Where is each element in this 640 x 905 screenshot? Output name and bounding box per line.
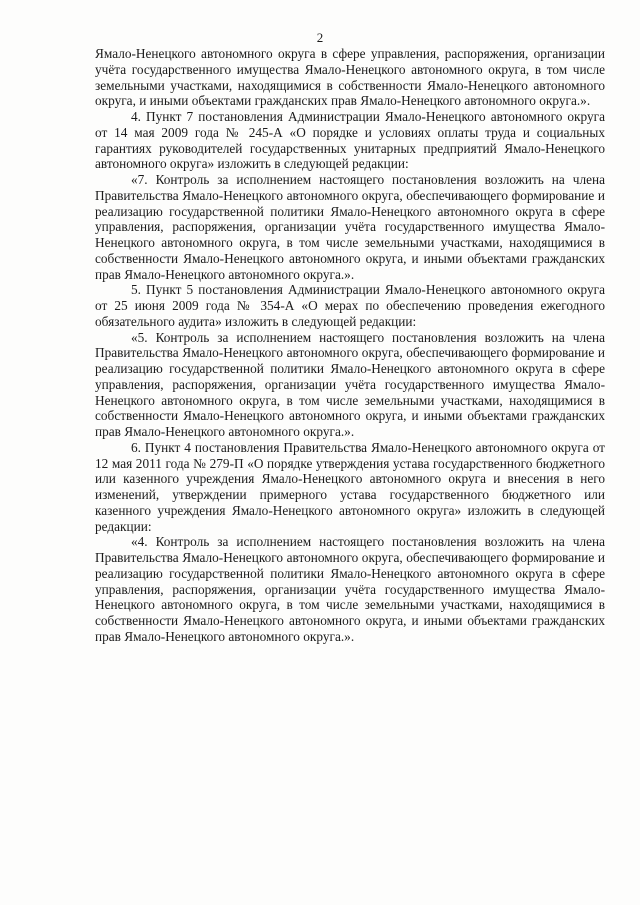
paragraph-item-4: 4. Пункт 7 постановления Администрации Ямало-Ненецкого автономного округа от 14 мая 2009 года № 245-А «О порядке и условиях оплаты труда и социальных гарантиях руководителей государственных унитарных предприятий Ямало-Ненецкого автономного округа» изложить в следующей редакции:	[95, 109, 605, 172]
document-body	[95, 46, 605, 645]
page-number: 2	[316, 30, 324, 45]
paragraph-quote-5: «5. Контроль за исполнением настоящего постановления возложить на члена Правительства Ямало-Ненецкого автономного округа, обеспечивающего формирование и реализацию государственной политики Ямало-Ненецкого автономного округа в сфере управления, распоряжения, организации учёта государственного имущества Ямало-Ненецкого автономного округа, в том числе земельными участками, находящимися в собственности Ямало-Ненецкого автономного округа, и иными объектами гражданских прав Ямало-Ненецкого автономного округа.».	[95, 329, 605, 439]
paragraph-continuation: Ямало-Ненецкого автономного округа в сфере управления, распоряжения, организации учёта государственного имущества Ямало-Ненецкого автономного округа, в том числе земельными участками, находящимися в собственности Ямало-Ненецкого автономного округа, и иными объектами гражданских прав Ямало-Ненецкого автономного округа.».	[95, 46, 605, 109]
paragraph-item-6: 6. Пункт 4 постановления Правительства Ямало-Ненецкого автономного округа от 12 мая 2011 года № 279-П «О порядке утверждения устава государственного бюджетного или казенного учреждения Ямало-Ненецкого автономного округа и внесения в него изменений, утверждении примерного устава государственного бюджетного или казенного учреждения Ямало-Ненецкого автономного округа» изложить в следующей редакции:	[95, 439, 605, 534]
paragraph-item-5: 5. Пункт 5 постановления Администрации Ямало-Ненецкого автономного округа от 25 июня 2009 года № 354-А «О мерах по обеспечению проведения ежегодного обязательного аудита» изложить в следующей редакции:	[95, 282, 605, 329]
paragraph-quote-7: «7. Контроль за исполнением настоящего постановления возложить на члена Правительства Ямало-Ненецкого автономного округа, обеспечивающего формирование и реализацию государственной политики Ямало-Ненецкого автономного округа в сфере управления, распоряжения, организации учёта государственного имущества Ямало-Ненецкого автономного округа, в том числе земельными участками, находящимися в собственности Ямало-Ненецкого автономного округа, и иными объектами гражданских прав Ямало-Ненецкого автономного округа.».	[95, 172, 605, 282]
paragraph-quote-4: «4. Контроль за исполнением настоящего постановления возложить на члена Правительства Ямало-Ненецкого автономного округа, обеспечивающего формирование и реализацию государственной политики Ямало-Ненецкого автономного округа в сфере управления, распоряжения, организации учёта государственного имущества Ямало-Ненецкого автономного округа, в том числе земельными участками, находящимися в собственности Ямало-Ненецкого автономного округа, и иными объектами гражданских прав Ямало-Ненецкого автономного округа.».	[95, 534, 605, 644]
